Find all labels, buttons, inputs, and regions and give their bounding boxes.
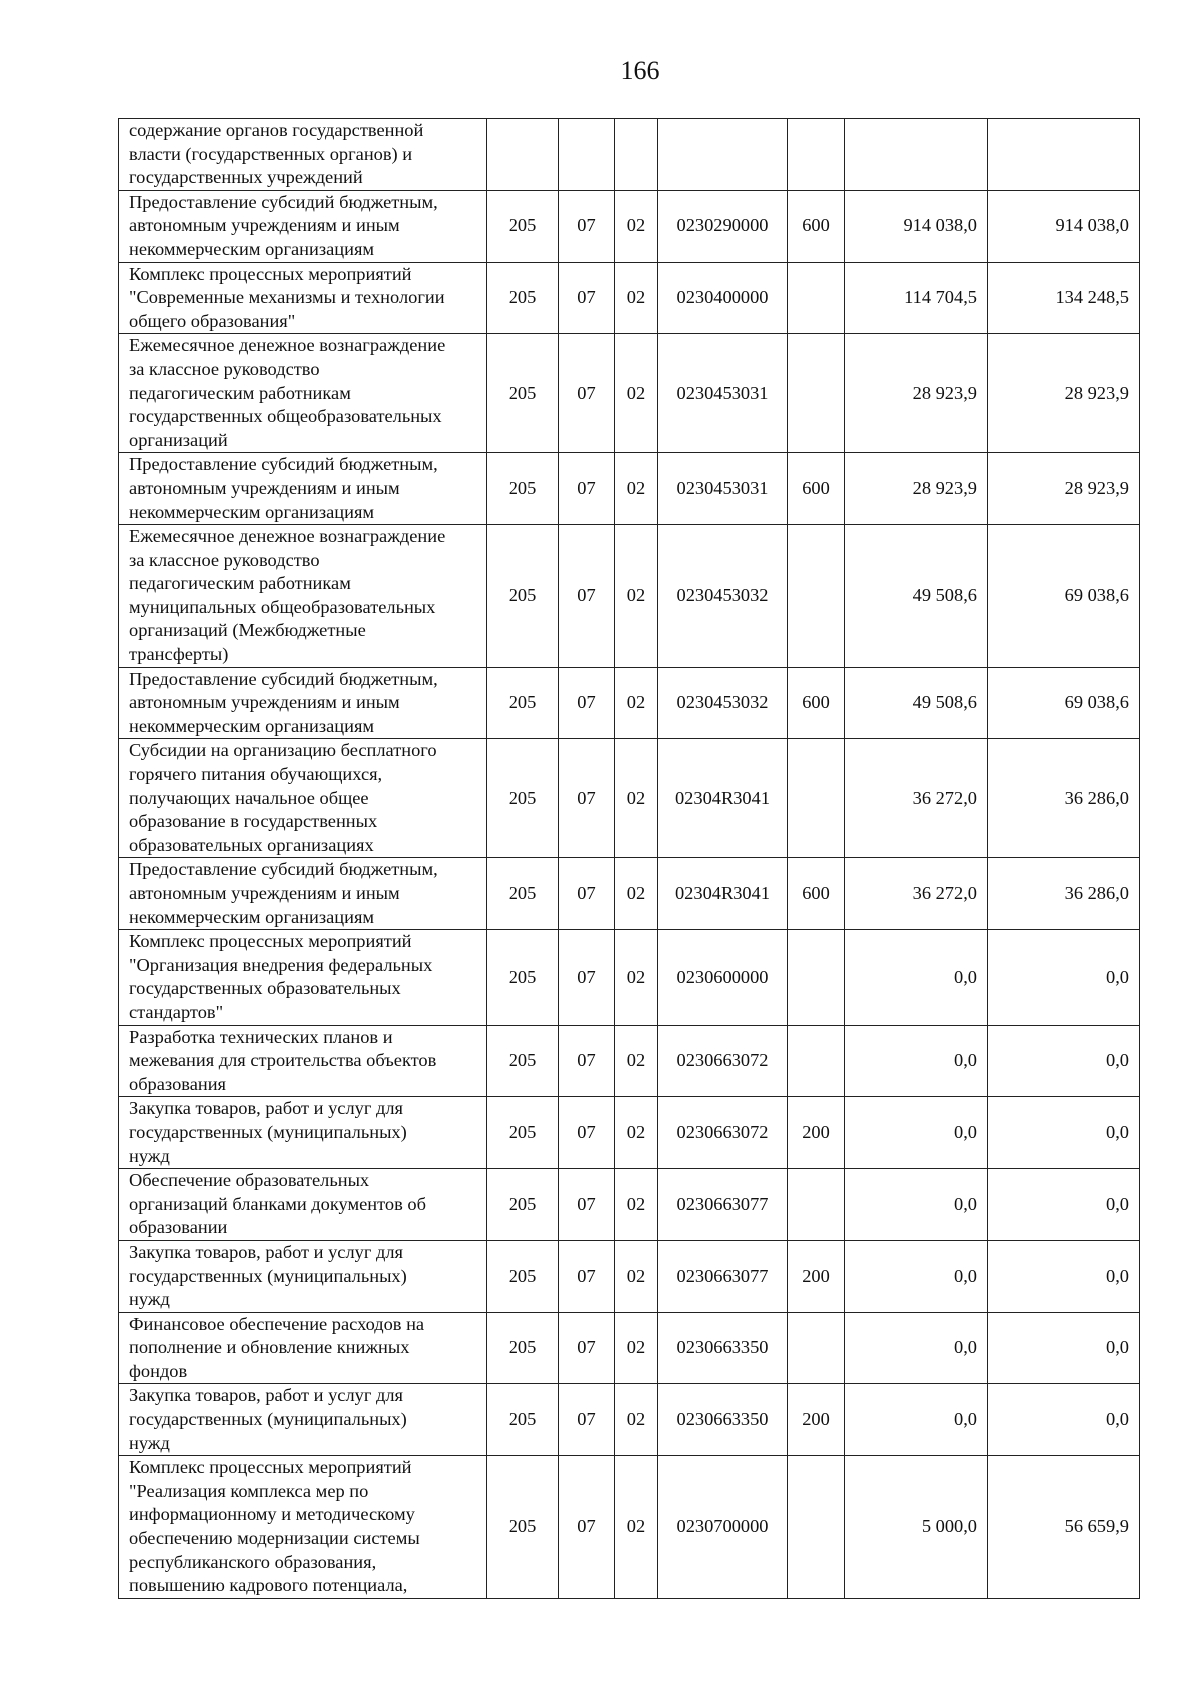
section-code: 07: [559, 1312, 615, 1384]
amount-year-2: 0,0: [988, 1240, 1140, 1312]
section-code: 07: [559, 1384, 615, 1456]
section-code: 07: [559, 930, 615, 1025]
row-description: Предоставление субсидий бюджетным, автономным учреждениям и иным некоммерческим организациям: [119, 190, 487, 262]
section-code: 07: [559, 1025, 615, 1097]
section-code: 07: [559, 739, 615, 858]
department-code: 205: [487, 262, 559, 334]
amount-year-2: 56 659,9: [988, 1456, 1140, 1599]
target-article-code: 0230663077: [658, 1240, 788, 1312]
expense-type-code: [788, 119, 845, 191]
subsection-code: 02: [615, 739, 658, 858]
subsection-code: 02: [615, 667, 658, 739]
amount-year-1: 0,0: [845, 930, 988, 1025]
amount-year-2: 69 038,6: [988, 667, 1140, 739]
department-code: [487, 119, 559, 191]
row-description: Обеспечение образовательных организаций бланками документов об образовании: [119, 1169, 487, 1241]
table-row: [119, 1312, 1140, 1384]
row-description: Комплекс процессных мероприятий "Современные механизмы и технологии общего образования": [119, 262, 487, 334]
department-code: 205: [487, 739, 559, 858]
section-code: 07: [559, 525, 615, 668]
amount-year-1: 0,0: [845, 1025, 988, 1097]
target-article-code: 0230453032: [658, 667, 788, 739]
department-code: 205: [487, 858, 559, 930]
table-row: [119, 190, 1140, 262]
target-article-code: 02304R3041: [658, 739, 788, 858]
department-code: 205: [487, 1240, 559, 1312]
table-row: [119, 334, 1140, 453]
amount-year-2: 0,0: [988, 1169, 1140, 1241]
table-row: [119, 1169, 1140, 1241]
amount-year-2: 0,0: [988, 930, 1140, 1025]
expense-type-code: [788, 525, 845, 668]
expense-type-code: [788, 1169, 845, 1241]
row-description: Предоставление субсидий бюджетным, автономным учреждениям и иным некоммерческим организациям: [119, 667, 487, 739]
target-article-code: 0230453032: [658, 525, 788, 668]
amount-year-1: 0,0: [845, 1169, 988, 1241]
expense-type-code: 600: [788, 190, 845, 262]
subsection-code: 02: [615, 1240, 658, 1312]
amount-year-2: 28 923,9: [988, 453, 1140, 525]
section-code: 07: [559, 1240, 615, 1312]
section-code: 07: [559, 1097, 615, 1169]
budget-table: [118, 118, 1140, 1599]
subsection-code: 02: [615, 930, 658, 1025]
target-article-code: 0230663072: [658, 1025, 788, 1097]
expense-type-code: [788, 1312, 845, 1384]
department-code: 205: [487, 1456, 559, 1599]
expense-type-code: 200: [788, 1240, 845, 1312]
table-row: [119, 667, 1140, 739]
subsection-code: 02: [615, 262, 658, 334]
table-row: [119, 739, 1140, 858]
subsection-code: 02: [615, 525, 658, 668]
section-code: 07: [559, 190, 615, 262]
department-code: 205: [487, 1312, 559, 1384]
target-article-code: 0230663077: [658, 1169, 788, 1241]
target-article-code: 0230453031: [658, 334, 788, 453]
amount-year-1: 114 704,5: [845, 262, 988, 334]
amount-year-1: 5 000,0: [845, 1456, 988, 1599]
table-row: [119, 453, 1140, 525]
amount-year-2: 0,0: [988, 1025, 1140, 1097]
subsection-code: 02: [615, 1169, 658, 1241]
row-description: Разработка технических планов и межевания для строительства объектов образования: [119, 1025, 487, 1097]
department-code: 205: [487, 930, 559, 1025]
section-code: 07: [559, 334, 615, 453]
table-row: [119, 1025, 1140, 1097]
department-code: 205: [487, 1384, 559, 1456]
subsection-code: 02: [615, 190, 658, 262]
expense-type-code: 200: [788, 1097, 845, 1169]
amount-year-2: 134 248,5: [988, 262, 1140, 334]
subsection-code: 02: [615, 1312, 658, 1384]
target-article-code: 0230663350: [658, 1384, 788, 1456]
expense-type-code: [788, 1456, 845, 1599]
expense-type-code: [788, 930, 845, 1025]
target-article-code: 0230700000: [658, 1456, 788, 1599]
expense-type-code: 600: [788, 453, 845, 525]
target-article-code: 0230400000: [658, 262, 788, 334]
expense-type-code: [788, 334, 845, 453]
amount-year-1: 28 923,9: [845, 334, 988, 453]
section-code: 07: [559, 1456, 615, 1599]
subsection-code: 02: [615, 453, 658, 525]
amount-year-2: [988, 119, 1140, 191]
department-code: 205: [487, 190, 559, 262]
amount-year-2: 36 286,0: [988, 739, 1140, 858]
expense-type-code: [788, 1025, 845, 1097]
table-row: [119, 1384, 1140, 1456]
table-row: [119, 1456, 1140, 1599]
amount-year-2: 0,0: [988, 1097, 1140, 1169]
row-description: Комплекс процессных мероприятий "Организация внедрения федеральных государственных образовательных стандартов": [119, 930, 487, 1025]
amount-year-1: [845, 119, 988, 191]
department-code: 205: [487, 667, 559, 739]
expense-type-code: 600: [788, 858, 845, 930]
table-row: [119, 858, 1140, 930]
section-code: 07: [559, 1169, 615, 1241]
table-row: [119, 119, 1140, 191]
section-code: 07: [559, 262, 615, 334]
section-code: 07: [559, 858, 615, 930]
amount-year-2: 0,0: [988, 1384, 1140, 1456]
amount-year-2: 69 038,6: [988, 525, 1140, 668]
expense-type-code: [788, 739, 845, 858]
subsection-code: 02: [615, 1025, 658, 1097]
subsection-code: 02: [615, 334, 658, 453]
department-code: 205: [487, 1025, 559, 1097]
page-number: 166: [620, 56, 660, 85]
subsection-code: 02: [615, 1456, 658, 1599]
expense-type-code: [788, 262, 845, 334]
target-article-code: 0230290000: [658, 190, 788, 262]
amount-year-1: 49 508,6: [845, 667, 988, 739]
amount-year-2: 914 038,0: [988, 190, 1140, 262]
subsection-code: 02: [615, 1384, 658, 1456]
subsection-code: 02: [615, 858, 658, 930]
target-article-code: 0230600000: [658, 930, 788, 1025]
target-article-code: 02304R3041: [658, 858, 788, 930]
department-code: 205: [487, 334, 559, 453]
row-description: содержание органов государственной власти (государственных органов) и государственных учреждений: [119, 119, 487, 191]
row-description: Субсидии на организацию бесплатного горячего питания обучающихся, получающих начальное общее образование в государственных образовательных организациях: [119, 739, 487, 858]
table-row: [119, 262, 1140, 334]
amount-year-1: 49 508,6: [845, 525, 988, 668]
table-row: [119, 930, 1140, 1025]
target-article-code: 0230663072: [658, 1097, 788, 1169]
amount-year-1: 0,0: [845, 1384, 988, 1456]
row-description: Предоставление субсидий бюджетным, автономным учреждениям и иным некоммерческим организациям: [119, 858, 487, 930]
row-description: Ежемесячное денежное вознаграждение за классное руководство педагогическим работникам муниципальных общеобразовательных организаций (Межбюджетные трансферты): [119, 525, 487, 668]
table-row: [119, 1097, 1140, 1169]
amount-year-2: 36 286,0: [988, 858, 1140, 930]
amount-year-1: 36 272,0: [845, 858, 988, 930]
amount-year-2: 0,0: [988, 1312, 1140, 1384]
amount-year-1: 0,0: [845, 1312, 988, 1384]
row-description: Комплекс процессных мероприятий "Реализация комплекса мер по информационному и методическому обеспечению модернизации системы республиканского образования, повышению кадрового потенциала,: [119, 1456, 487, 1599]
amount-year-1: 0,0: [845, 1240, 988, 1312]
section-code: 07: [559, 453, 615, 525]
amount-year-1: 36 272,0: [845, 739, 988, 858]
subsection-code: 02: [615, 1097, 658, 1169]
row-description: Закупка товаров, работ и услуг для государственных (муниципальных) нужд: [119, 1097, 487, 1169]
section-code: 07: [559, 667, 615, 739]
amount-year-1: 28 923,9: [845, 453, 988, 525]
amount-year-1: 0,0: [845, 1097, 988, 1169]
row-description: Предоставление субсидий бюджетным, автономным учреждениям и иным некоммерческим организациям: [119, 453, 487, 525]
department-code: 205: [487, 525, 559, 668]
target-article-code: 0230453031: [658, 453, 788, 525]
expense-type-code: 600: [788, 667, 845, 739]
amount-year-1: 914 038,0: [845, 190, 988, 262]
department-code: 205: [487, 453, 559, 525]
row-description: Ежемесячное денежное вознаграждение за классное руководство педагогическим работникам государственных общеобразовательных организаций: [119, 334, 487, 453]
budget-table-body: [119, 119, 1140, 1599]
target-article-code: [658, 119, 788, 191]
subsection-code: [615, 119, 658, 191]
row-description: Финансовое обеспечение расходов на пополнение и обновление книжных фондов: [119, 1312, 487, 1384]
row-description: Закупка товаров, работ и услуг для государственных (муниципальных) нужд: [119, 1240, 487, 1312]
expense-type-code: 200: [788, 1384, 845, 1456]
department-code: 205: [487, 1169, 559, 1241]
target-article-code: 0230663350: [658, 1312, 788, 1384]
section-code: [559, 119, 615, 191]
amount-year-2: 28 923,9: [988, 334, 1140, 453]
department-code: 205: [487, 1097, 559, 1169]
row-description: Закупка товаров, работ и услуг для государственных (муниципальных) нужд: [119, 1384, 487, 1456]
table-row: [119, 1240, 1140, 1312]
table-row: [119, 525, 1140, 668]
